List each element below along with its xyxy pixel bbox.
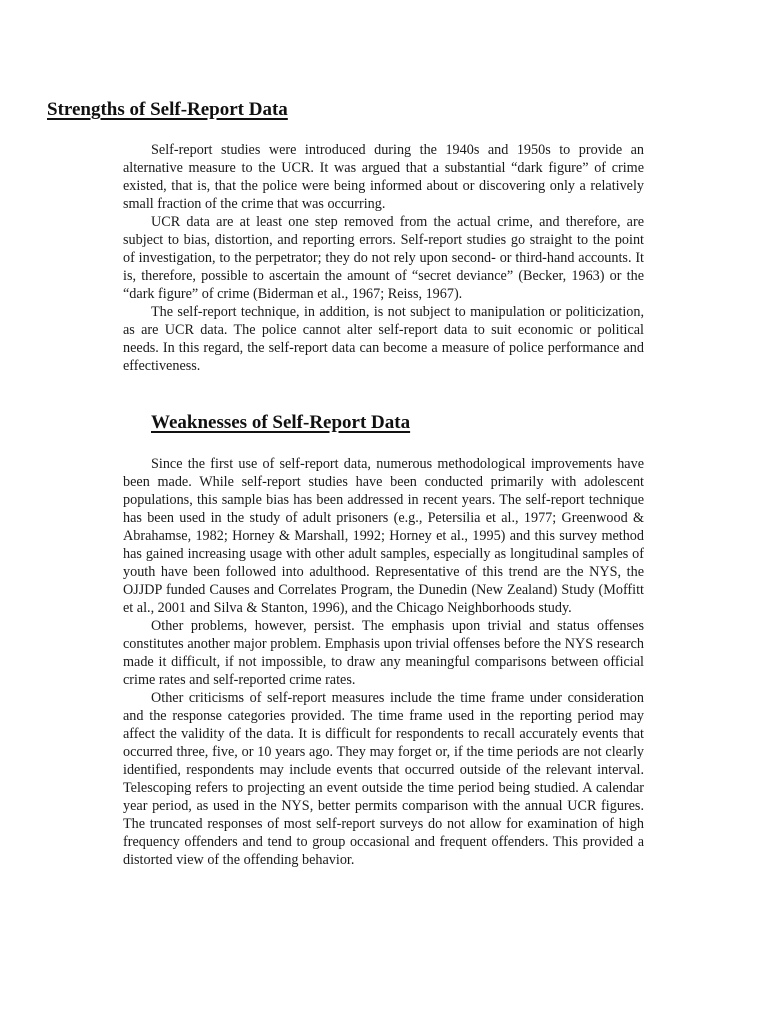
strengths-heading: Strengths of Self-Report Data (47, 99, 288, 120)
strengths-paragraph-1: Self-report studies were introduced during the 1940s and 1950s to provide an alternative measure to the UCR. It was argued that a substantial “dark figure” of crime existed, that is, that the police were being informed about or discovering only a relatively small fraction of the crime that was occurring. (123, 142, 644, 212)
weaknesses-paragraph-3: Other criticisms of self-report measures include the time frame under consideration and the response categories provided. The time frame used in the reporting period may affect the validity of the data. It is difficult for respondents to recall accurately events that occurred three, five, or 10 years ago. They may forget or, if the time periods are not clearly identified, respondents may include events that occurred outside of the relevant interval. Telescoping refers to projecting an event outside the time period being studied. A calendar year period, as used in the NYS, better permits comparison with the annual UCR figures. The truncated responses of most self-report surveys do not allow for examination of high frequency offenders and tend to group occasional and frequent offenders. This provided a distorted view of the offending behavior. (123, 690, 644, 868)
strengths-section (123, 141, 644, 375)
weaknesses-section (123, 455, 644, 869)
strengths-paragraph-3: The self-report technique, in addition, is not subject to manipulation or politicization, as are UCR data. The police cannot alter self-report data to suit economic or political needs. In this regard, the self-report data can become a measure of police performance and effectiveness. (123, 304, 644, 374)
weaknesses-paragraph-1: Since the first use of self-report data, numerous methodological improvements have been made. While self-report studies have been conducted primarily with adolescent populations, this sample bias has been addressed in recent years. The self-report technique has been used in the study of adult prisoners (e.g., Petersilia et al., 1977; Greenwood & Abrahamse, 1982; Horney & Marshall, 1992; Horney et al., 1995) and this survey method has gained increasing usage with other adult samples, especially as longitudinal samples of youth have been followed into adulthood. Representative of this trend are the NYS, the OJJDP funded Causes and Correlates Program, the Dunedin (New Zealand) Study (Moffitt et al., 2001 and Silva & Stanton, 1996), and the Chicago Neighborhoods study. (123, 456, 644, 616)
weaknesses-heading: Weaknesses of Self-Report Data (151, 412, 411, 433)
weaknesses-paragraph-2: Other problems, however, persist. The emphasis upon trivial and status offenses constitutes another major problem. Emphasis upon trivial offenses before the NYS research made it difficult, if not impossible, to draw any meaningful comparisons between official crime rates and self-reported crime rates. (123, 618, 644, 688)
strengths-paragraph-2: UCR data are at least one step removed from the actual crime, and therefore, are subject to bias, distortion, and reporting errors. Self-report studies go straight to the point of investigation, to the perpetrator; they do not rely upon second- or third-hand accounts. It is, therefore, possible to ascertain the amount of “secret deviance” (Becker, 1963) or the “dark figure” of crime (Biderman et al., 1967; Reiss, 1967). (123, 214, 644, 302)
